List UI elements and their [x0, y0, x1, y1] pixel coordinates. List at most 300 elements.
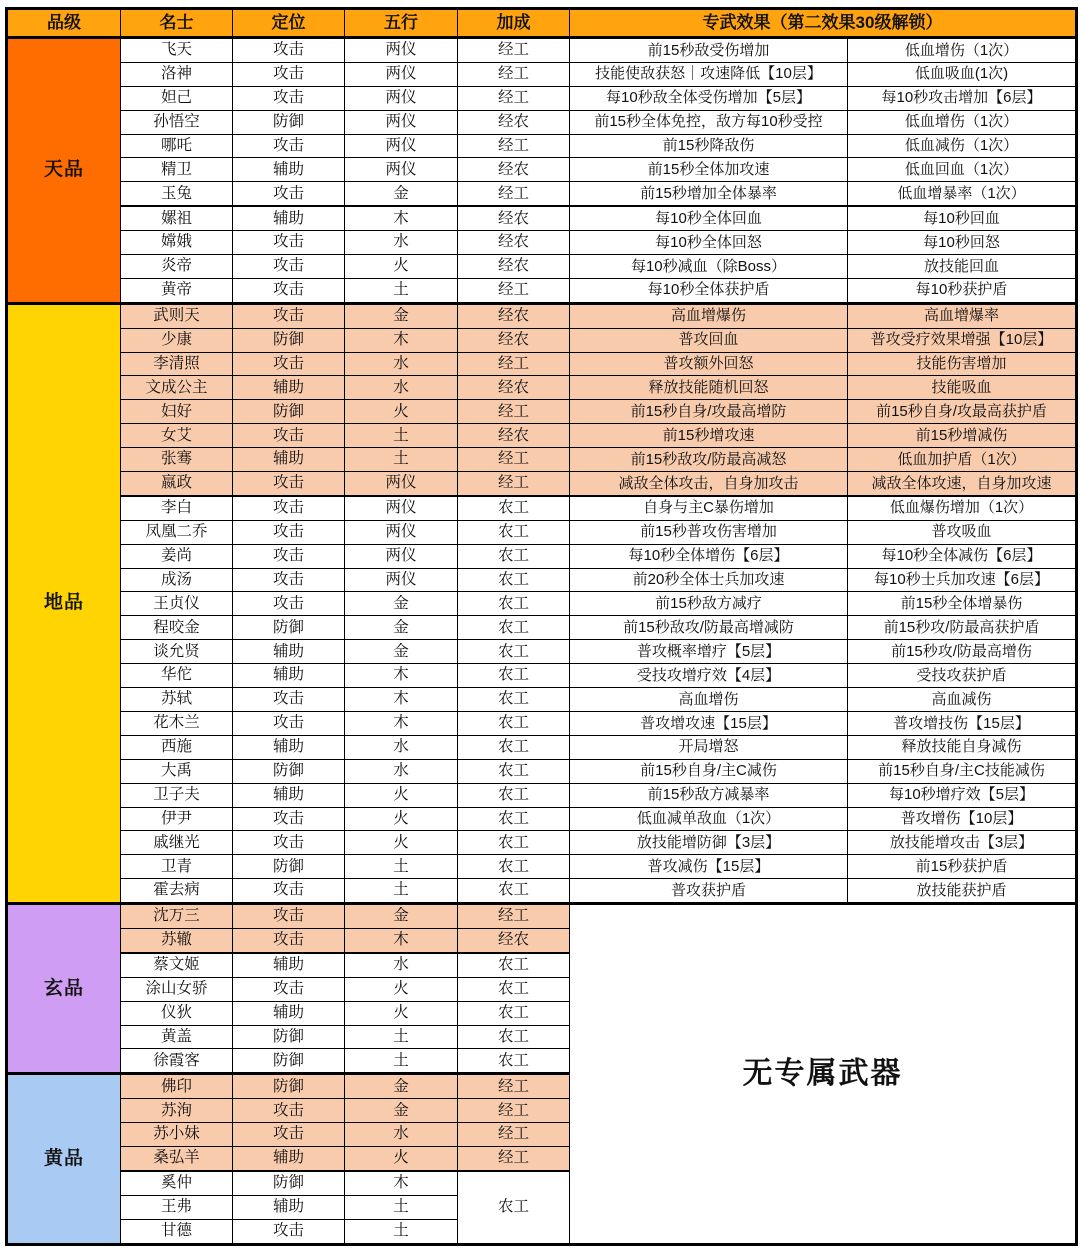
bonus-cell: 农工	[458, 831, 570, 855]
role-cell: 攻击	[233, 62, 345, 86]
role-cell: 攻击	[233, 879, 345, 904]
effect2-cell: 每10秒回血	[848, 206, 1077, 230]
effect2-cell: 低血增伤（1次）	[848, 110, 1077, 134]
element-cell: 火	[345, 807, 458, 831]
hero-row	[7, 688, 1077, 712]
element-cell: 两仪	[345, 158, 458, 182]
element-cell: 两仪	[345, 544, 458, 568]
effect1-cell: 高血增伤	[570, 688, 848, 712]
effect2-cell: 每10秒士兵加攻速【6层】	[848, 568, 1077, 592]
name-cell: 精卫	[121, 158, 233, 182]
name-cell: 女艾	[121, 424, 233, 448]
bonus-cell: 经工	[458, 400, 570, 424]
grade-cell: 玄品	[7, 904, 121, 1074]
bonus-cell: 经工	[458, 134, 570, 158]
bonus-cell: 经工	[458, 1099, 570, 1123]
effect2-cell: 低血减伤（1次）	[848, 134, 1077, 158]
effect1-cell: 前15秒全体免控，敌方每10秒受控	[570, 110, 848, 134]
role-cell: 辅助	[233, 1195, 345, 1219]
element-cell: 土	[345, 855, 458, 879]
name-cell: 王弗	[121, 1195, 233, 1219]
effect1-cell: 每10秒全体获护盾	[570, 278, 848, 303]
role-cell: 防御	[233, 1025, 345, 1049]
name-cell: 程咬金	[121, 616, 233, 640]
hero-row	[7, 448, 1077, 472]
hero-row	[7, 86, 1077, 110]
effect2-cell: 普攻增伤【10层】	[848, 807, 1077, 831]
effect1-cell: 前15秒增攻速	[570, 424, 848, 448]
name-cell: 玉兔	[121, 182, 233, 206]
effect1-cell: 受技攻增疗效【4层】	[570, 664, 848, 688]
name-cell: 炎帝	[121, 255, 233, 279]
element-cell: 火	[345, 831, 458, 855]
effect1-cell: 自身与主C暴伤增加	[570, 496, 848, 520]
hero-row	[7, 231, 1077, 255]
role-cell: 防御	[233, 1049, 345, 1074]
element-cell: 水	[345, 735, 458, 759]
bonus-cell: 农工	[458, 1001, 570, 1025]
bonus-cell: 农工	[458, 592, 570, 616]
header-element: 五行	[345, 9, 458, 38]
name-cell: 卫青	[121, 855, 233, 879]
bonus-cell: 经农	[458, 158, 570, 182]
effect1-cell: 每10秒全体回怒	[570, 231, 848, 255]
role-cell: 防御	[233, 400, 345, 424]
name-cell: 花木兰	[121, 711, 233, 735]
element-cell: 火	[345, 255, 458, 279]
grade-cell: 天品	[7, 38, 121, 304]
bonus-cell: 农工	[458, 496, 570, 520]
bonus-cell: 农工	[458, 711, 570, 735]
effect1-cell: 每10秒全体回血	[570, 206, 848, 230]
effect1-cell: 普攻概率增疗【5层】	[570, 640, 848, 664]
header-role: 定位	[233, 9, 345, 38]
bonus-cell: 经农	[458, 376, 570, 400]
effect2-cell: 减敌全体攻速，自身加攻速	[848, 472, 1077, 496]
effect2-cell: 低血增暴率（1次）	[848, 182, 1077, 206]
element-cell: 两仪	[345, 568, 458, 592]
role-cell: 攻击	[233, 568, 345, 592]
name-cell: 嫘祖	[121, 206, 233, 230]
effect2-cell: 每10秒增疗效【5层】	[848, 783, 1077, 807]
element-cell: 木	[345, 206, 458, 230]
effect1-cell: 前15秒敌攻/防最高增减防	[570, 616, 848, 640]
role-cell: 攻击	[233, 592, 345, 616]
role-cell: 辅助	[233, 1001, 345, 1025]
effect1-cell: 减敌全体攻击，自身加攻击	[570, 472, 848, 496]
name-cell: 少康	[121, 328, 233, 352]
role-cell: 防御	[233, 328, 345, 352]
role-cell: 攻击	[233, 182, 345, 206]
effect1-cell: 前15秒普攻伤害增加	[570, 520, 848, 544]
name-cell: 大禹	[121, 759, 233, 783]
effect1-cell: 放技能增防御【3层】	[570, 831, 848, 855]
effect2-cell: 前15秒获护盾	[848, 855, 1077, 879]
role-cell: 攻击	[233, 711, 345, 735]
hero-row	[7, 472, 1077, 496]
effect2-cell: 放技能获护盾	[848, 879, 1077, 904]
effect1-cell: 每10秒减血（除Boss）	[570, 255, 848, 279]
header-bonus: 加成	[458, 9, 570, 38]
element-cell: 土	[345, 1049, 458, 1074]
bonus-cell: 经工	[458, 352, 570, 376]
name-cell: 姜尚	[121, 544, 233, 568]
name-cell: 苏小妹	[121, 1123, 233, 1147]
effect2-cell: 每10秒获护盾	[848, 278, 1077, 303]
role-cell: 攻击	[233, 928, 345, 952]
name-cell: 洛神	[121, 62, 233, 86]
bonus-cell: 经工	[458, 904, 570, 929]
name-cell: 黄帝	[121, 278, 233, 303]
name-cell: 伊尹	[121, 807, 233, 831]
element-cell: 水	[345, 1123, 458, 1147]
effect2-cell: 普攻增技伤【15层】	[848, 711, 1077, 735]
name-cell: 甘德	[121, 1219, 233, 1244]
name-cell: 文成公主	[121, 376, 233, 400]
name-cell: 武则天	[121, 303, 233, 328]
hero-row	[7, 904, 1077, 929]
header-grade: 品级	[7, 9, 121, 38]
role-cell: 攻击	[233, 1099, 345, 1123]
role-cell: 攻击	[233, 520, 345, 544]
name-cell: 凤凰二乔	[121, 520, 233, 544]
effect2-cell: 前15秒自身/攻最高获护盾	[848, 400, 1077, 424]
name-cell: 苏轼	[121, 688, 233, 712]
name-cell: 王贞仪	[121, 592, 233, 616]
no-weapon-cell: 无专属武器	[570, 904, 1077, 1244]
hero-row	[7, 711, 1077, 735]
role-cell: 防御	[233, 616, 345, 640]
hero-row	[7, 110, 1077, 134]
role-cell: 辅助	[233, 376, 345, 400]
element-cell: 两仪	[345, 472, 458, 496]
effect1-cell: 普攻获护盾	[570, 879, 848, 904]
bonus-cell: 经农	[458, 303, 570, 328]
name-cell: 奚仲	[121, 1171, 233, 1195]
hero-row	[7, 182, 1077, 206]
bonus-cell: 经工	[458, 86, 570, 110]
effect1-cell: 前15秒敌方减疗	[570, 592, 848, 616]
hero-row	[7, 568, 1077, 592]
element-cell: 木	[345, 711, 458, 735]
bonus-cell: 农工	[458, 1025, 570, 1049]
element-cell: 木	[345, 664, 458, 688]
effect2-cell: 放技能回血	[848, 255, 1077, 279]
role-cell: 辅助	[233, 206, 345, 230]
hero-row	[7, 424, 1077, 448]
bonus-cell: 农工	[458, 616, 570, 640]
bonus-cell: 农工	[458, 783, 570, 807]
element-cell: 火	[345, 977, 458, 1001]
hero-row	[7, 303, 1077, 328]
role-cell: 攻击	[233, 231, 345, 255]
name-cell: 华佗	[121, 664, 233, 688]
bonus-cell: 农工	[458, 568, 570, 592]
name-cell: 孙悟空	[121, 110, 233, 134]
effect2-cell: 放技能增攻击【3层】	[848, 831, 1077, 855]
role-cell: 攻击	[233, 472, 345, 496]
effect1-cell: 前20秒全体士兵加攻速	[570, 568, 848, 592]
element-cell: 金	[345, 640, 458, 664]
header-row	[7, 9, 1077, 38]
grade-cell: 地品	[7, 303, 121, 903]
hero-row	[7, 879, 1077, 904]
name-cell: 西施	[121, 735, 233, 759]
element-cell: 两仪	[345, 134, 458, 158]
bonus-cell: 农工	[458, 1049, 570, 1074]
name-cell: 黄盖	[121, 1025, 233, 1049]
role-cell: 辅助	[233, 664, 345, 688]
bonus-cell: 农工	[458, 953, 570, 977]
role-cell: 辅助	[233, 735, 345, 759]
effect1-cell: 前15秒全体加攻速	[570, 158, 848, 182]
element-cell: 两仪	[345, 86, 458, 110]
bonus-cell: 经工	[458, 62, 570, 86]
name-cell: 谈允贤	[121, 640, 233, 664]
bonus-cell: 农工	[458, 807, 570, 831]
name-cell: 飞天	[121, 38, 233, 63]
bonus-cell: 农工	[458, 688, 570, 712]
effect1-cell: 开局增怒	[570, 735, 848, 759]
role-cell: 辅助	[233, 953, 345, 977]
role-cell: 辅助	[233, 158, 345, 182]
name-cell: 霍去病	[121, 879, 233, 904]
hero-row	[7, 520, 1077, 544]
bonus-cell: 经农	[458, 110, 570, 134]
effect2-cell: 每10秒全体减伤【6层】	[848, 544, 1077, 568]
role-cell: 防御	[233, 759, 345, 783]
element-cell: 土	[345, 879, 458, 904]
effect2-cell: 技能吸血	[848, 376, 1077, 400]
role-cell: 防御	[233, 110, 345, 134]
effect1-cell: 前15秒降敌伤	[570, 134, 848, 158]
effect2-cell: 前15秒自身/主C技能减伤	[848, 759, 1077, 783]
name-cell: 佛印	[121, 1074, 233, 1099]
element-cell: 木	[345, 328, 458, 352]
hero-row	[7, 206, 1077, 230]
bonus-cell: 经农	[458, 255, 570, 279]
role-cell: 攻击	[233, 496, 345, 520]
effect2-cell: 前15秒全体增暴伤	[848, 592, 1077, 616]
role-cell: 攻击	[233, 1219, 345, 1244]
element-cell: 木	[345, 688, 458, 712]
role-cell: 攻击	[233, 544, 345, 568]
role-cell: 攻击	[233, 688, 345, 712]
bonus-cell: 经农	[458, 231, 570, 255]
name-cell: 仪狄	[121, 1001, 233, 1025]
element-cell: 两仪	[345, 496, 458, 520]
role-cell: 攻击	[233, 134, 345, 158]
bonus-cell: 经工	[458, 448, 570, 472]
hero-row	[7, 328, 1077, 352]
bonus-cell: 经农	[458, 928, 570, 952]
effect1-cell: 普攻减伤【15层】	[570, 855, 848, 879]
effect2-cell: 技能伤害增加	[848, 352, 1077, 376]
name-cell: 李白	[121, 496, 233, 520]
effect2-cell: 每10秒回怒	[848, 231, 1077, 255]
role-cell: 辅助	[233, 783, 345, 807]
element-cell: 土	[345, 424, 458, 448]
role-cell: 攻击	[233, 38, 345, 63]
bonus-cell: 经农	[458, 206, 570, 230]
effect2-cell: 每10秒攻击增加【6层】	[848, 86, 1077, 110]
element-cell: 木	[345, 928, 458, 952]
bonus-cell: 经工	[458, 278, 570, 303]
name-cell: 蔡文姬	[121, 953, 233, 977]
role-cell: 辅助	[233, 640, 345, 664]
bonus-cell: 农工	[458, 640, 570, 664]
effect1-cell: 前15秒自身/攻最高增防	[570, 400, 848, 424]
element-cell: 水	[345, 376, 458, 400]
name-cell: 桑弘羊	[121, 1146, 233, 1170]
effect1-cell: 普攻回血	[570, 328, 848, 352]
element-cell: 金	[345, 592, 458, 616]
role-cell: 攻击	[233, 424, 345, 448]
element-cell: 水	[345, 953, 458, 977]
role-cell: 辅助	[233, 1146, 345, 1170]
hero-row	[7, 807, 1077, 831]
bonus-cell: 经农	[458, 328, 570, 352]
effect1-cell: 高血增爆伤	[570, 303, 848, 328]
bonus-cell: 经农	[458, 424, 570, 448]
bonus-cell: 农工	[458, 855, 570, 879]
header-weapon-effect: 专武效果（第二效果30级解锁）	[570, 9, 1077, 38]
element-cell: 两仪	[345, 62, 458, 86]
effect2-cell: 释放技能自身减伤	[848, 735, 1077, 759]
hero-row	[7, 759, 1077, 783]
hero-row	[7, 158, 1077, 182]
element-cell: 两仪	[345, 110, 458, 134]
element-cell: 木	[345, 1171, 458, 1195]
bonus-cell: 农工	[458, 664, 570, 688]
effect2-cell: 低血回血（1次）	[848, 158, 1077, 182]
effect1-cell: 前15秒敌方减暴率	[570, 783, 848, 807]
name-cell: 徐霞客	[121, 1049, 233, 1074]
effect1-cell: 普攻额外回怒	[570, 352, 848, 376]
role-cell: 攻击	[233, 831, 345, 855]
hero-row	[7, 735, 1077, 759]
bonus-cell: 农工	[458, 1171, 570, 1244]
bonus-cell: 农工	[458, 520, 570, 544]
name-cell: 嫦娥	[121, 231, 233, 255]
role-cell: 辅助	[233, 448, 345, 472]
element-cell: 金	[345, 182, 458, 206]
role-cell: 防御	[233, 1074, 345, 1099]
role-cell: 攻击	[233, 278, 345, 303]
element-cell: 火	[345, 783, 458, 807]
role-cell: 攻击	[233, 1123, 345, 1147]
element-cell: 土	[345, 1219, 458, 1244]
name-cell: 苏辙	[121, 928, 233, 952]
hero-row	[7, 855, 1077, 879]
effect2-cell: 受技攻获护盾	[848, 664, 1077, 688]
hero-row	[7, 592, 1077, 616]
element-cell: 金	[345, 1099, 458, 1123]
element-cell: 水	[345, 759, 458, 783]
role-cell: 攻击	[233, 977, 345, 1001]
effect2-cell: 前15秒攻/防最高获护盾	[848, 616, 1077, 640]
bonus-cell: 经工	[458, 38, 570, 63]
effect1-cell: 释放技能随机回怒	[570, 376, 848, 400]
name-cell: 李清照	[121, 352, 233, 376]
name-cell: 涂山女骄	[121, 977, 233, 1001]
role-cell: 攻击	[233, 303, 345, 328]
role-cell: 防御	[233, 855, 345, 879]
role-cell: 攻击	[233, 255, 345, 279]
role-cell: 攻击	[233, 352, 345, 376]
element-cell: 火	[345, 400, 458, 424]
element-cell: 土	[345, 1025, 458, 1049]
effect1-cell: 每10秒敌全体受伤增加【5层】	[570, 86, 848, 110]
element-cell: 金	[345, 904, 458, 929]
element-cell: 土	[345, 448, 458, 472]
element-cell: 水	[345, 352, 458, 376]
hero-row	[7, 783, 1077, 807]
effect2-cell: 低血吸血(1次)	[848, 62, 1077, 86]
effect2-cell: 高血增爆率	[848, 303, 1077, 328]
effect2-cell: 普攻吸血	[848, 520, 1077, 544]
hero-row	[7, 278, 1077, 303]
hero-row	[7, 62, 1077, 86]
effect2-cell: 低血爆伤增加（1次）	[848, 496, 1077, 520]
hero-row	[7, 352, 1077, 376]
element-cell: 金	[345, 303, 458, 328]
bonus-cell: 农工	[458, 879, 570, 904]
role-cell: 攻击	[233, 86, 345, 110]
element-cell: 金	[345, 1074, 458, 1099]
effect1-cell: 前15秒自身/主C减伤	[570, 759, 848, 783]
element-cell: 水	[345, 231, 458, 255]
element-cell: 火	[345, 1001, 458, 1025]
hero-row	[7, 134, 1077, 158]
header-name: 名士	[121, 9, 233, 38]
element-cell: 火	[345, 1146, 458, 1170]
element-cell: 土	[345, 278, 458, 303]
bonus-cell: 经工	[458, 182, 570, 206]
effect2-cell: 前15秒增减伤	[848, 424, 1077, 448]
effect2-cell: 高血减伤	[848, 688, 1077, 712]
effect2-cell: 普攻受疗效果增强【10层】	[848, 328, 1077, 352]
hero-row	[7, 255, 1077, 279]
effect1-cell: 普攻增攻速【15层】	[570, 711, 848, 735]
name-cell: 妇好	[121, 400, 233, 424]
hero-row	[7, 400, 1077, 424]
bonus-cell: 经工	[458, 472, 570, 496]
name-cell: 沈万三	[121, 904, 233, 929]
hero-row	[7, 640, 1077, 664]
effect2-cell: 低血增伤（1次）	[848, 38, 1077, 63]
role-cell: 防御	[233, 1171, 345, 1195]
bonus-cell: 经工	[458, 1146, 570, 1170]
bonus-cell: 农工	[458, 544, 570, 568]
element-cell: 金	[345, 616, 458, 640]
name-cell: 妲己	[121, 86, 233, 110]
effect1-cell: 前15秒敌受伤增加	[570, 38, 848, 63]
effect1-cell: 低血减单敌血（1次）	[570, 807, 848, 831]
grade-cell: 黄品	[7, 1074, 121, 1244]
hero-row	[7, 831, 1077, 855]
name-cell: 成汤	[121, 568, 233, 592]
bonus-cell: 农工	[458, 735, 570, 759]
effect2-cell: 低血加护盾（1次）	[848, 448, 1077, 472]
hero-row	[7, 664, 1077, 688]
heroes-table	[5, 7, 1078, 1246]
hero-row	[7, 38, 1077, 63]
effect1-cell: 技能使敌获怒｜攻速降低【10层】	[570, 62, 848, 86]
role-cell: 攻击	[233, 904, 345, 929]
element-cell: 两仪	[345, 38, 458, 63]
effect1-cell: 前15秒敌攻/防最高减怒	[570, 448, 848, 472]
